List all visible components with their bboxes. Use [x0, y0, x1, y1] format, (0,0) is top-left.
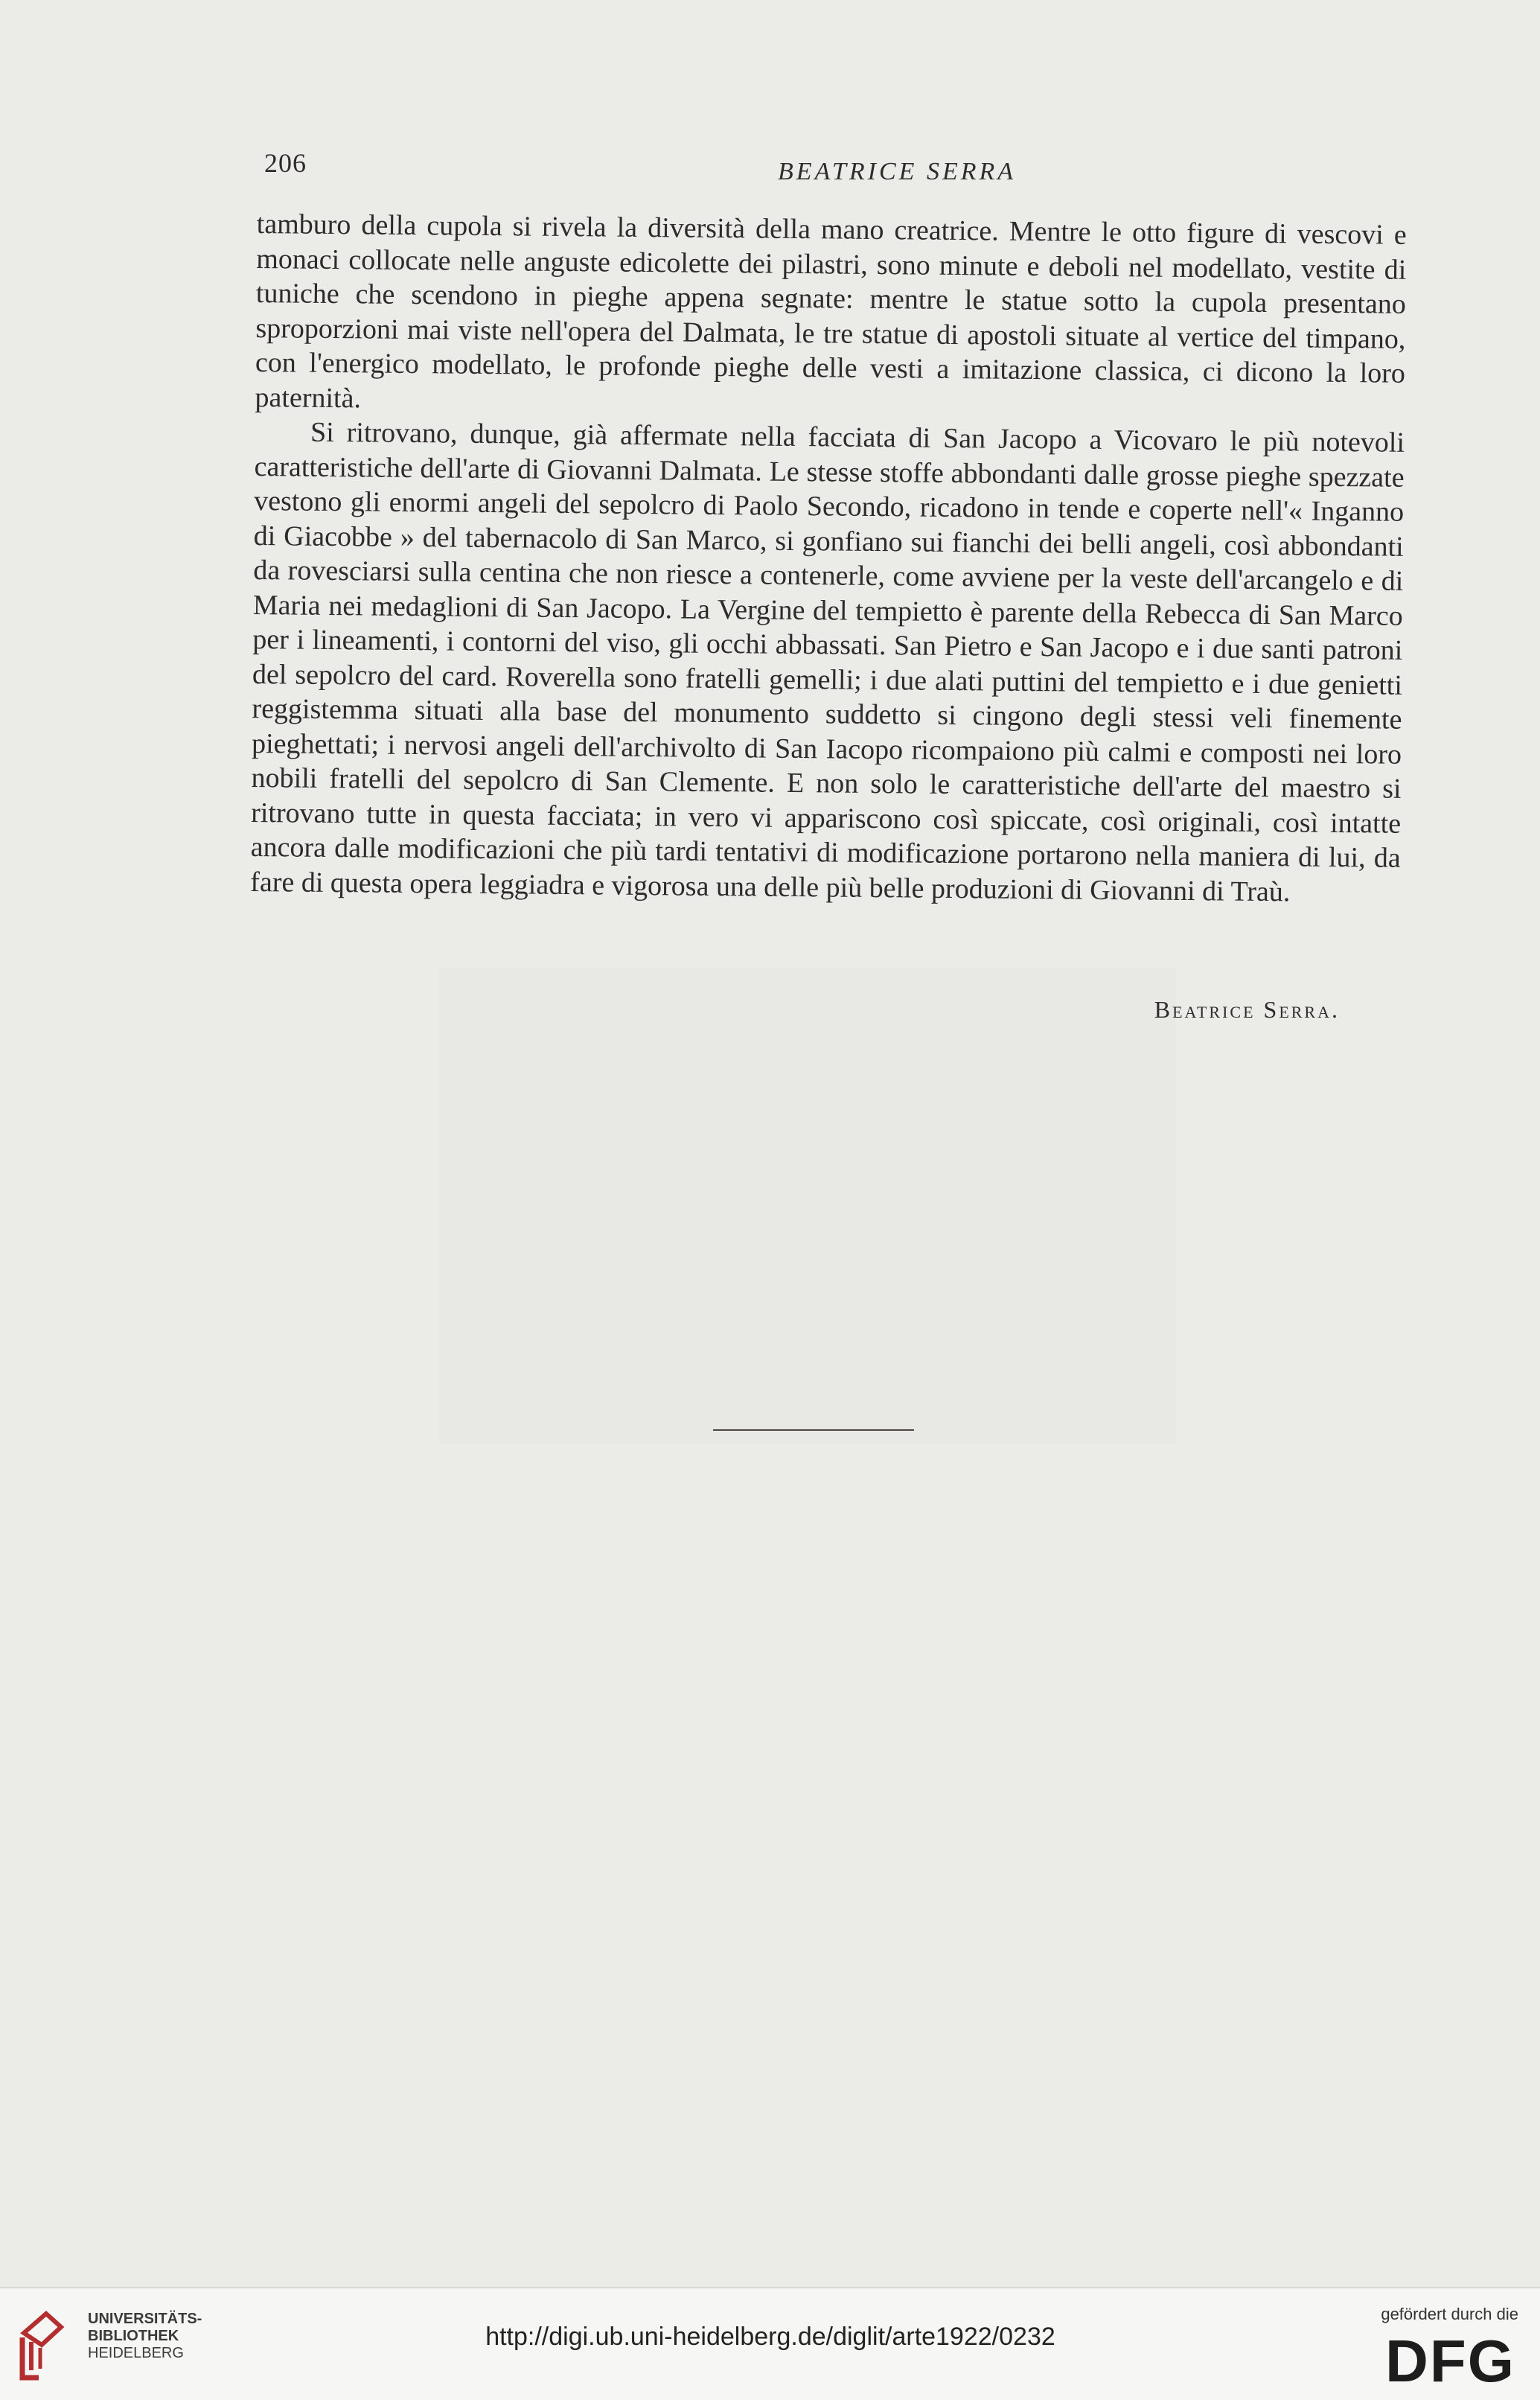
- author-signature: Beatrice Serra.: [1154, 996, 1340, 1023]
- running-title: BEATRICE SERRA: [777, 158, 1017, 185]
- paragraph-2: Si ritrovano, dunque, già affermate nella facciata di San Jacopo a Vicovaro le più notevoli caratteristiche dell'arte di Giovanni Dalmata. Le stesse stoffe abbondanti dalle grosse pieghe spezzate vestono gli enormi angeli del sepolcro di Paolo Secondo, ricadono in tende e coperte nell'« Inganno di Giacobbe » del tabernacolo di San Marco, si gonfiano sui fianchi dei belli angeli, così abbondanti da rovesciarsi sulla centina che non riesce a contenerle, come avviene per la veste dell'arcangelo e di Maria nei medaglioni di San Jacopo. La Vergine del tempietto è parente della Rebecca di San Marco per i lineamenti, i contorni del viso, gli occhi abbassati. San Pietro e San Jacopo e i due santi patroni del sepolcro del card. Roverella sono fratelli gemelli; i due alati puttini del tempietto e i due genietti reggistemma situati alla base del monumento suddetto si cingono degli stessi veli finemente pieghettati; i nervosi angeli dell'archivolto di San Iacopo ricompaiono più calmi e composti nei loro nobili fratelli del sepolcro di San Clemente. E non solo le caratteristiche dell'arte del maestro si ritrovano tutte in questa facciata; in vero vi appariscono così spiccate, così originali, così intatte ancora dalle modificazioni che più tardi tentativi di modificazione portarono nella maniera di lui, da fare di questa opera leggiadra e vigorosa una delle più belle produzioni di Giovanni di Traù.: [250, 416, 1405, 907]
- footer-bar: [0, 2287, 1540, 2400]
- paragraph-1: tamburo della cupola si rivela la diversità della mano creatrice. Mentre le otto figure di vescovi e monaci collocate nelle anguste edicolette dei pilastri, sono minute e deboli nel modellato, vestite di tuniche che scendono in pieghe appena segnate: mentre le statue sotto la cupola presentano sproporzioni mai viste nell'opera del Dalmata, le tre statue di apostoli situate al vertice del timpano, con l'energico modellato, le profonde pieghe delle vesti a imitazione classica, ci dicono la loro paternità.: [255, 208, 1407, 414]
- library-logo-icon: [16, 2303, 76, 2385]
- library-name: [88, 2311, 202, 2362]
- library-name-line2: BIBLIOTHEK: [88, 2328, 179, 2344]
- funding-caption: gefördert durch die: [1381, 2305, 1518, 2323]
- library-name-line3: HEIDELBERG: [88, 2345, 184, 2361]
- dfg-logo: DFG: [1385, 2328, 1515, 2394]
- library-name-line1: UNIVERSITÄTS-: [88, 2311, 202, 2327]
- page-header: [264, 147, 1410, 192]
- end-rule: [713, 1429, 914, 1431]
- show-through-plate: [439, 968, 1176, 1444]
- source-url-link[interactable]: http://digi.ub.uni-heidelberg.de/diglit/arte1922/0232: [485, 2323, 1055, 2351]
- page-number: 206: [264, 148, 307, 178]
- article-body: [250, 207, 1407, 910]
